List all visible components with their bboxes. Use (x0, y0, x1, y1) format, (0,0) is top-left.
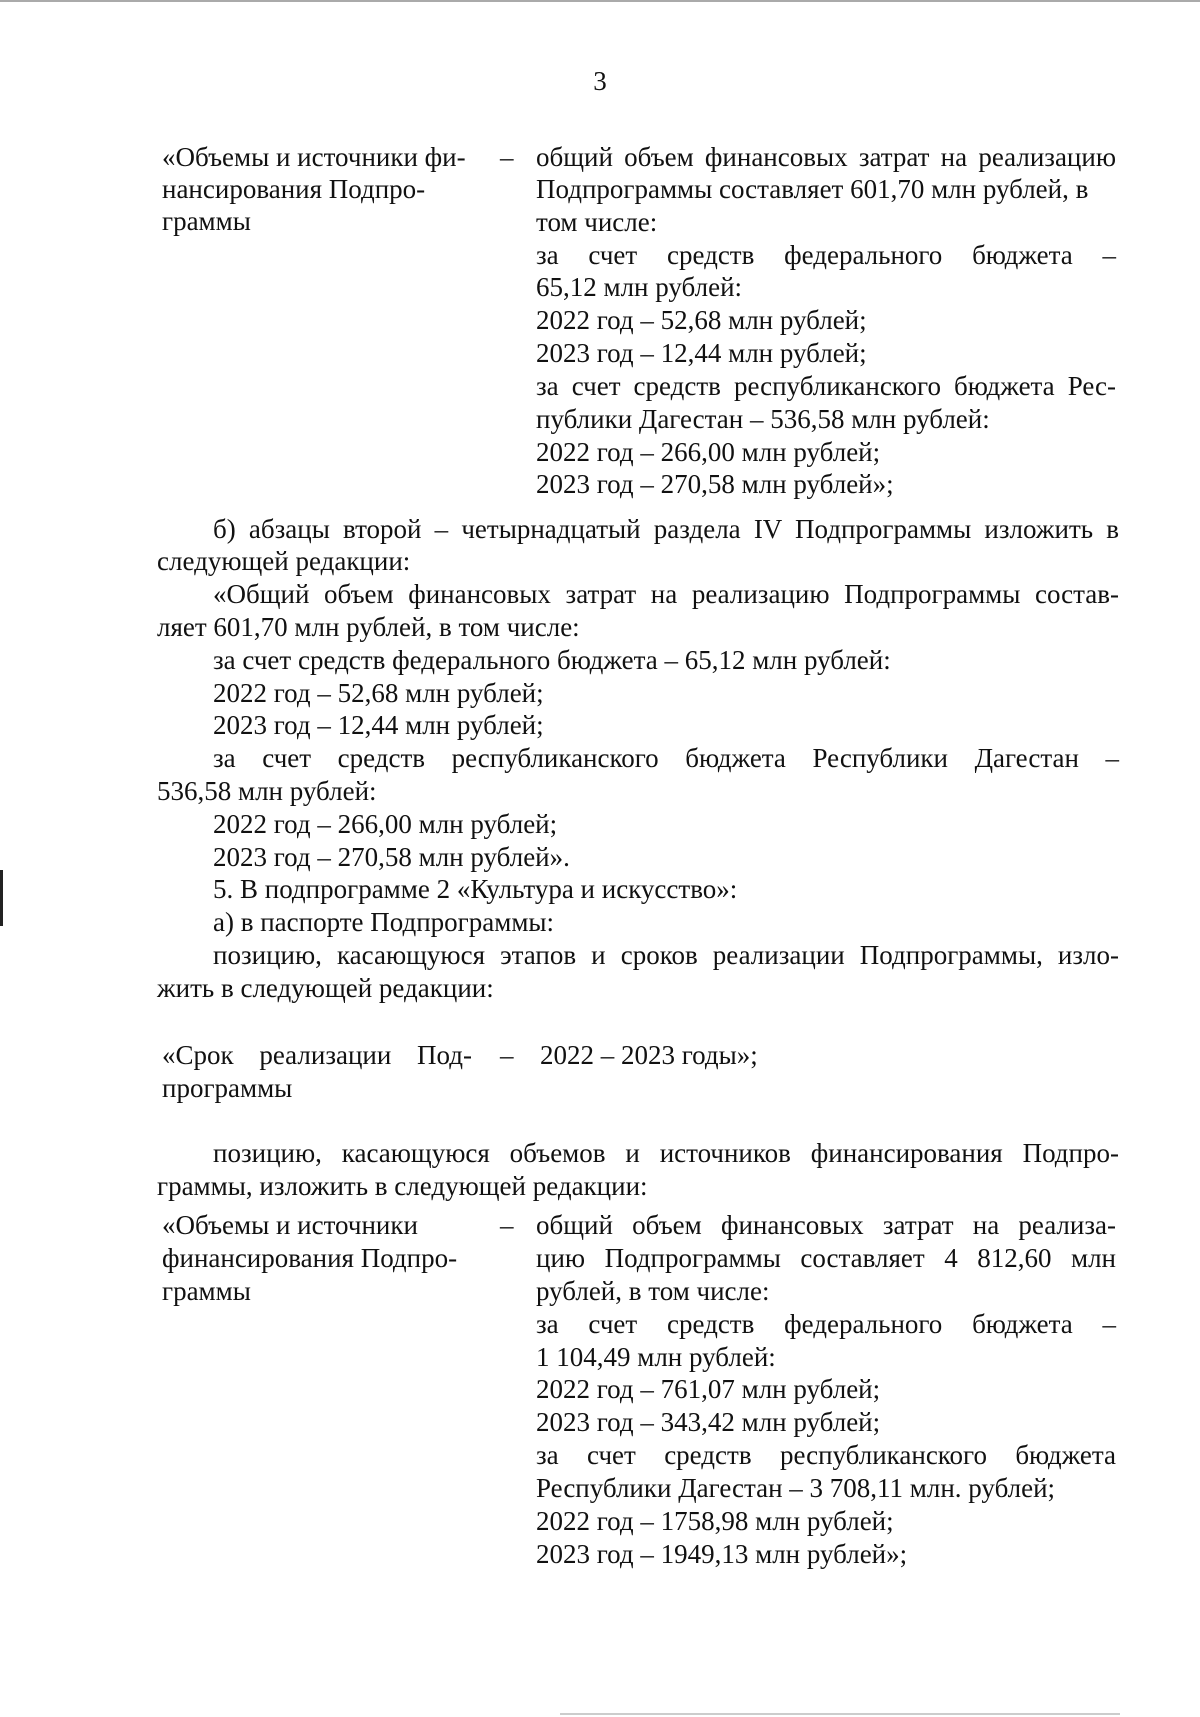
paragraph-line: «Общий объем финансовых затрат на реализацию Подпрограммы состав- (213, 579, 1119, 609)
paragraph-line: следующей редакции: (157, 546, 411, 576)
block3-right-line: 2022 год – 761,07 млн рублей; (536, 1374, 881, 1404)
block3-dash: – (500, 1210, 514, 1240)
block1-right-line: 65,12 млн рублей: (536, 272, 743, 302)
paragraph-line: 2022 год – 266,00 млн рублей; (213, 809, 558, 839)
block1-right-line: за счет средств республиканского бюджета Рес- (536, 371, 1116, 401)
paragraph-line: ляет 601,70 млн рублей, в том числе: (157, 612, 580, 642)
block3-left-line: граммы (162, 1276, 251, 1306)
paragraph-line: за счет средств республиканского бюджета Республики Дагестан – (213, 743, 1119, 773)
block1-right-line: 2023 год – 270,58 млн рублей»; (536, 469, 894, 499)
paragraph-line: 2023 год – 270,58 млн рублей». (213, 842, 570, 872)
block1-right-line: том числе: (536, 207, 658, 237)
block1-right-line: 2022 год – 266,00 млн рублей; (536, 437, 881, 467)
paragraph-line: 2023 год – 12,44 млн рублей; (213, 710, 544, 740)
block3-right-line: 2023 год – 343,42 млн рублей; (536, 1407, 881, 1437)
block3-right-line: за счет средств федерального бюджета – (536, 1309, 1116, 1339)
block3-right-line: Республики Дагестан – 3 708,11 млн. рублей; (536, 1473, 1056, 1503)
block1-right-line: 2023 год – 12,44 млн рублей; (536, 338, 867, 368)
block1-right-line: публики Дагестан – 536,58 млн рублей: (536, 404, 990, 434)
block1-left-line: граммы (162, 206, 251, 236)
block3-right-line: цию Подпрограммы составляет 4 812,60 млн (536, 1243, 1116, 1273)
item5-sub-a: а) в паспорте Подпрограммы: (213, 907, 555, 937)
block2-right: 2022 – 2023 годы»; (540, 1040, 758, 1070)
block3-right-line: рублей, в том числе: (536, 1276, 770, 1306)
paragraph-line: жить в следующей редакции: (157, 973, 494, 1003)
block3-left-line: финансирования Подпро- (162, 1243, 458, 1273)
block2-left-line: «Срок реализации Под- (162, 1040, 472, 1070)
paragraph-line: позицию, касающуюся объемов и источников финансирования Подпро- (213, 1138, 1119, 1168)
block1-dash: – (500, 142, 514, 172)
paragraph-line: б) абзацы второй – четырнадцатый раздела IV Подпрограммы изложить в (213, 514, 1119, 544)
page-number: 3 (593, 66, 607, 96)
block3-right-line: общий объем финансовых затрат на реализа- (536, 1210, 1116, 1240)
block3-right-line: за счет средств республиканского бюджета (536, 1440, 1116, 1470)
scan-edge-mark (0, 870, 3, 926)
block1-right-line: 2022 год – 52,68 млн рублей; (536, 305, 867, 335)
block1-left-line: «Объемы и источники фи- (162, 142, 466, 172)
paragraph-line: 2022 год – 52,68 млн рублей; (213, 678, 544, 708)
block1-left-line: нансирования Подпро- (162, 174, 426, 204)
paragraph-line: 536,58 млн рублей: (157, 776, 377, 806)
block3-right-line: 1 104,49 млн рублей: (536, 1342, 776, 1372)
block3-right-line: 2022 год – 1758,98 млн рублей; (536, 1506, 894, 1536)
scan-edge-top (0, 0, 1200, 2)
block3-right-line: 2023 год – 1949,13 млн рублей»; (536, 1539, 908, 1569)
block2-dash: – (500, 1040, 514, 1070)
paragraph-line: позицию, касающуюся этапов и сроков реализации Подпрограммы, изло- (213, 940, 1119, 970)
block1-right-line: общий объем финансовых затрат на реализацию (536, 142, 1116, 172)
block1-right-line: за счет средств федерального бюджета – (536, 240, 1116, 270)
paragraph-line: за счет средств федерального бюджета – 65,12 млн рублей: (213, 645, 891, 675)
block2-left-line: программы (162, 1073, 293, 1103)
paragraph-line: граммы, изложить в следующей редакции: (157, 1171, 648, 1201)
block1-right-line: Подпрограммы составляет 601,70 млн рублей, в (536, 174, 1089, 204)
item5-heading: 5. В подпрограмме 2 «Культура и искусство»: (213, 874, 738, 904)
block3-left-line: «Объемы и источники (162, 1210, 418, 1240)
scan-edge-bottom (560, 1713, 1120, 1715)
